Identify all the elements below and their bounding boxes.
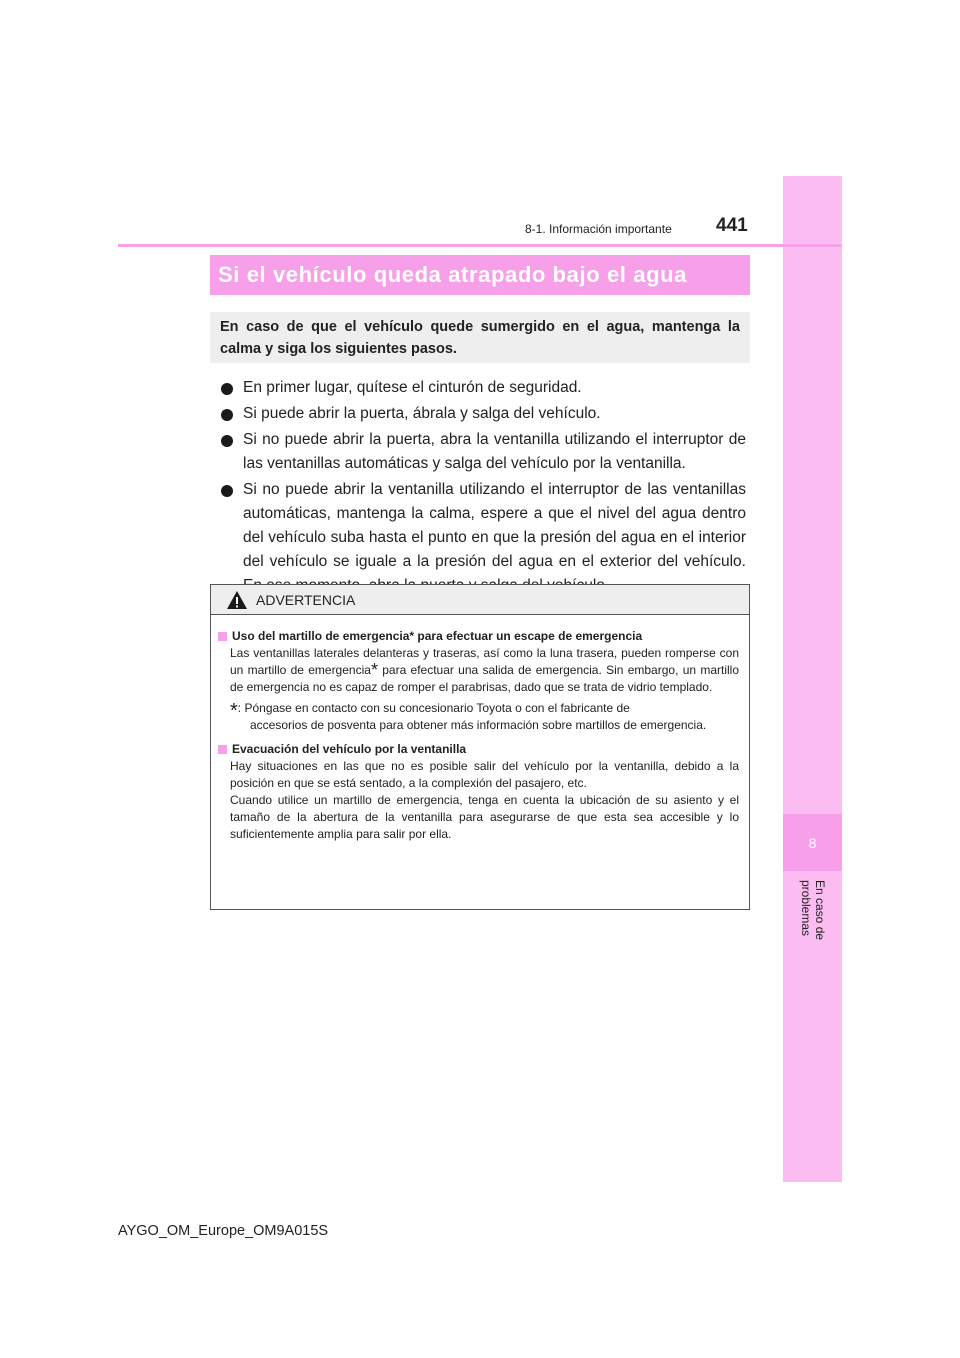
- footnote: *: Póngase en contacto con su concesionario Toyota o con el fabricante de accesorios de posventa para obtener más información sobre martillos de emergencia.: [230, 700, 707, 732]
- list-item: Si puede abrir la puerta, ábrala y salga del vehículo.: [221, 402, 746, 426]
- list-item: Si no puede abrir la puerta, abra la ventanilla utilizando el interruptor de las ventanillas automáticas y salga del vehículo por la ventanilla.: [221, 428, 746, 476]
- page-number: 441: [716, 215, 748, 236]
- section-title-band: [210, 255, 750, 295]
- warning-item-text: Hay situaciones en las que no es posible salir del vehículo por la ventanilla, debido a la posición en que se está sentado, a la complexión del pasajero, etc. Cuando utilice un martillo de emergencia, tenga en cuenta la ubicación de su asiento y el tamaño de la abertura de la ventanilla para asegurarse de que esta sea accesible y lo suficientemente amplia para salir por ella.: [230, 759, 739, 841]
- warning-label: ADVERTENCIA: [256, 591, 356, 608]
- bullet-icon: [221, 409, 233, 421]
- intro-box: En caso de que el vehículo quede sumergido en el agua, mantenga la calma y siga los siguientes pasos.: [210, 312, 750, 363]
- bullet-icon: [221, 383, 233, 395]
- square-bullet-icon: [218, 745, 227, 754]
- warning-item-title: Evacuación del vehículo por la ventanilla: [218, 740, 739, 758]
- instruction-list: [221, 376, 746, 600]
- document-footer: AYGO_OM_Europe_OM9A015S: [118, 1223, 329, 1239]
- footnote-star: *: [230, 700, 238, 722]
- warning-box: [210, 584, 750, 910]
- bullet-icon: [221, 485, 233, 497]
- chapter-number: 8: [783, 814, 842, 871]
- chapter-side-tab: [783, 176, 842, 1182]
- warning-header: [211, 585, 749, 615]
- warning-item-text: Las ventanillas laterales delanteras y traseras, así como la luna trasera, pueden romperse con un martillo de emergencia* para efectuar una salida de emergencia. Sin embargo, un martillo de emergencia no es capaz de romper el parabrisas, dado que se trata de vidrio templado.: [230, 646, 739, 694]
- header-section-title: 8-1. Información importante: [525, 222, 672, 236]
- square-bullet-icon: [218, 632, 227, 641]
- list-item: En primer lugar, quítese el cinturón de seguridad.: [221, 376, 746, 400]
- footnote-star: *: [370, 660, 378, 680]
- chapter-label: En caso de problemas: [799, 880, 827, 941]
- header-rule: [118, 244, 841, 247]
- section-title: Si el vehículo queda atrapado bajo el agua: [218, 262, 687, 287]
- warning-item-title: Uso del martillo de emergencia* para efectuar un escape de emergencia: [218, 627, 739, 645]
- warning-triangle-icon: [226, 590, 248, 610]
- bullet-icon: [221, 435, 233, 447]
- warning-body: [211, 615, 749, 843]
- list-item: Si no puede abrir la ventanilla utilizando el interruptor de las ventanillas automáticas, mantenga la calma, espere a que el nivel del agua dentro del vehículo suba hasta el punto en que la presión del agua en el interior del vehículo se iguale a la presión del agua en el exterior del vehículo.: [221, 478, 746, 598]
